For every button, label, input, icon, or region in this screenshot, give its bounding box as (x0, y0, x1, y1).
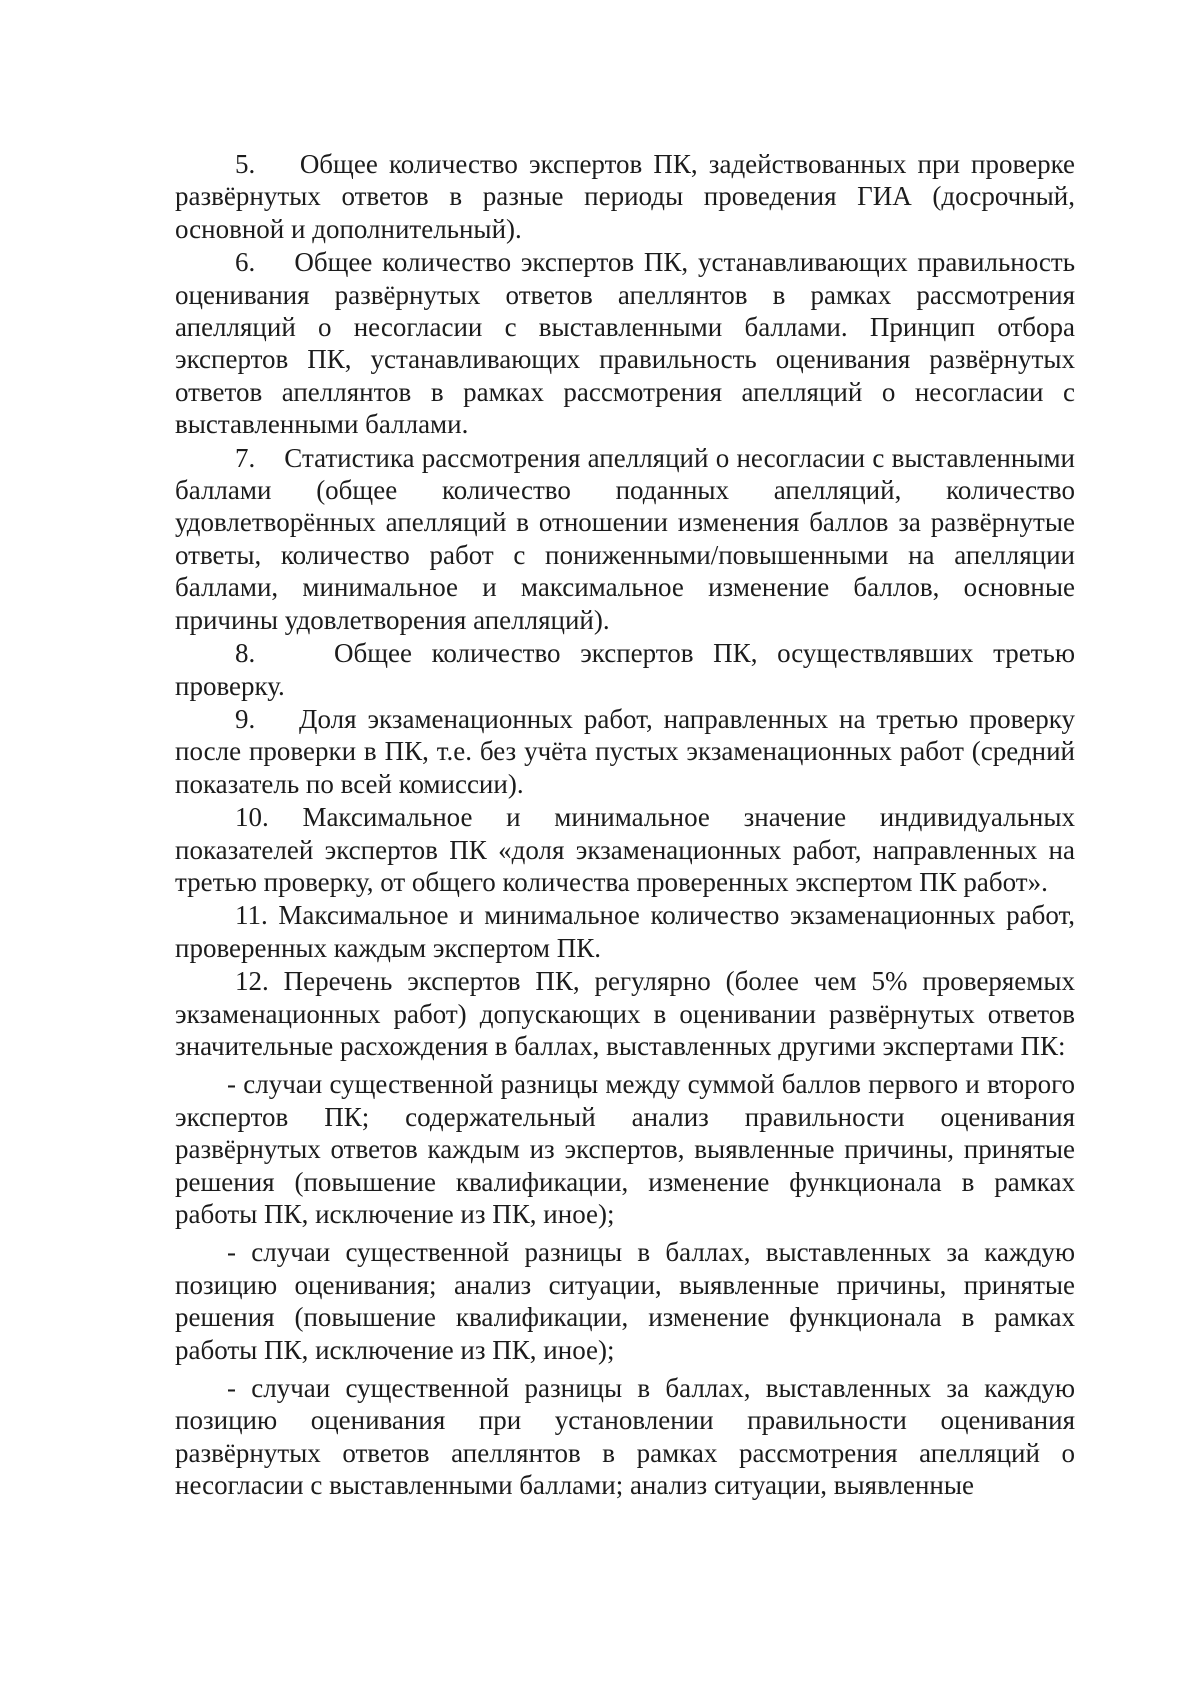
item-text: Статистика рассмотрения апелляций о несогласии с выставленными баллами (общее количество поданных апелляций, количество удовлетворённых апелляций в отношении изменения баллов за развёрнутые ответы, количество работ с пониженными/повышенными на апелляции баллами, минимальное и максимальное изменение баллов, основные причины удовлетворения апелляций). (175, 442, 1076, 635)
bullet-text: случаи существенной разницы в баллах, выставленных за каждую позицию оценивания при установлении правильности оценивания развёрнутых ответов апеллянтов в рамках рассмотрения апелляций о несогласии с выставленными баллами; анализ ситуации, выявленные (175, 1373, 1076, 1501)
item-number: 5. (235, 149, 256, 179)
item-number: 11. (235, 900, 268, 931)
item-text: Перечень экспертов ПК, регулярно (более чем 5% проверяемых экзаменационных работ) допускающих в оценивании развёрнутых ответов значительные расхождения в баллах, выставленных другими экспертами ПК: (175, 966, 1076, 1061)
bullet-item-1 (175, 1068, 1075, 1230)
list-item-8 (175, 637, 1075, 702)
list-item-12 (175, 965, 1075, 1062)
list-item-6 (175, 246, 1075, 440)
item-text: Доля экзаменационных работ, направленных на третью проверку после проверки в ПК, т.е. без учёта пустых экзаменационных работ (средний показатель по всей комиссии). (175, 703, 1075, 799)
bullet-item-2 (175, 1236, 1075, 1366)
bullet-marker: - (227, 1373, 236, 1404)
item-number: 8. (235, 638, 256, 669)
list-item-7 (175, 442, 1075, 636)
item-number: 10. (235, 802, 269, 833)
item-text: Общее количество экспертов ПК, устанавливающих правильность оценивания развёрнутых ответов апеллянтов в рамках рассмотрения апелляций о несогласии с выставленными баллами. Принцип отбора экспертов ПК, устанавливающих правильность оценивания развёрнутых ответов апеллянтов в рамках рассмотрения апелляций о несогласии с выставленными баллами. (175, 247, 1076, 440)
list-item-9 (175, 703, 1075, 800)
bullet-item-3 (175, 1372, 1075, 1502)
bullet-text: случаи существенной разницы между суммой баллов первого и второго экспертов ПК; содержательный анализ правильности оценивания развёрнутых ответов каждым из экспертов, выявленные причины, принятые решения (повышение квалификации, изменение функционала в рамках работы ПК, исключение из ПК, иное); (175, 1069, 1076, 1229)
document-page (175, 148, 1075, 1502)
bullet-marker: - (227, 1069, 236, 1100)
list-item-11 (175, 899, 1075, 964)
bullet-marker: - (227, 1237, 236, 1268)
item-text: Максимальное и минимальное значение индивидуальных показателей экспертов ПК «доля экзаменационных работ, направленных на третью проверку, от общего количества проверенных экспертом ПК работ». (175, 802, 1075, 897)
item-text: Максимальное и минимальное количество экзаменационных работ, проверенных каждым экспертом ПК. (175, 900, 1075, 963)
item-text: Общее количество экспертов ПК, задействованных при проверке развёрнутых ответов в разные периоды проведения ГИА (досрочный, основной и дополнительный). (175, 149, 1076, 244)
item-number: 6. (235, 247, 256, 278)
list-item-10 (175, 801, 1075, 898)
list-item-5 (175, 148, 1075, 245)
item-number: 7. (235, 442, 256, 473)
item-number: 9. (235, 703, 256, 734)
item-text: Общее количество экспертов ПК, осуществлявших третью проверку. (175, 638, 1075, 701)
bullet-text: случаи существенной разницы в баллах, выставленных за каждую позицию оценивания; анализ ситуации, выявленные причины, принятые решения (повышение квалификации, изменение функционала в рамках работы ПК, исключение из ПК, иное); (175, 1237, 1076, 1365)
item-number: 12. (235, 966, 269, 997)
